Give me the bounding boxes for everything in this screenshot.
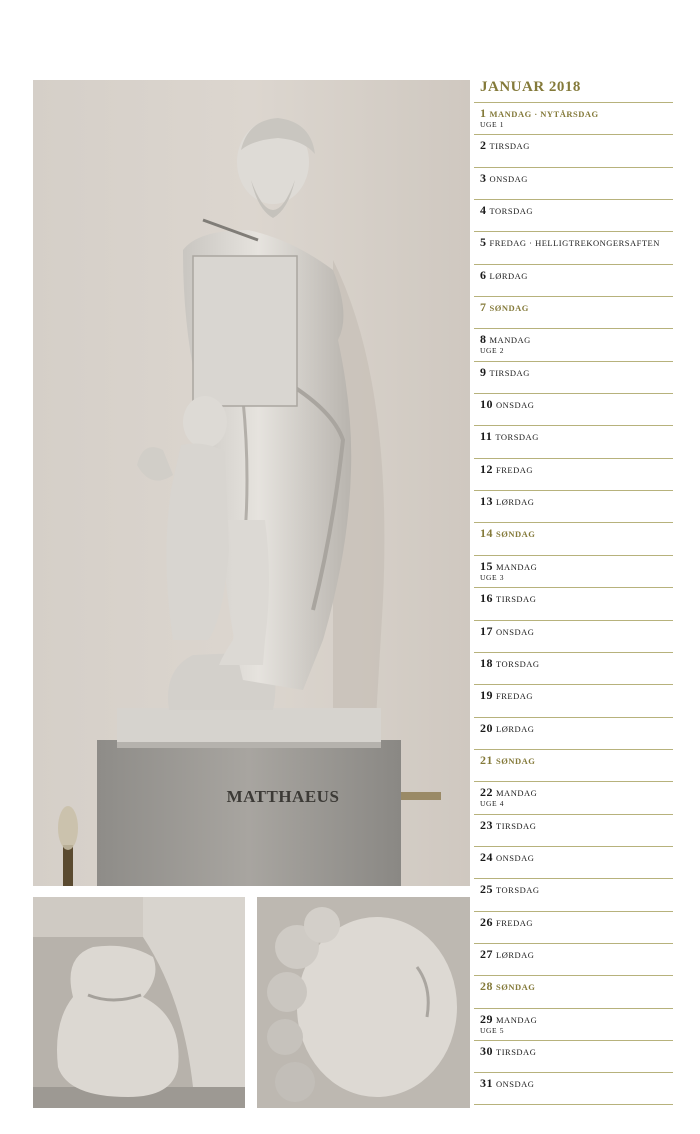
day-row [474,134,673,166]
day-number: 14 [480,526,493,541]
day-name: ONSDAG [496,852,535,863]
day-row [474,1072,673,1104]
day-row [474,555,673,587]
day-row [474,328,673,360]
day-number: 4 [480,203,487,218]
day-line [480,1013,673,1026]
day-line [480,301,673,314]
day-number: 13 [480,494,493,509]
day-line [480,139,673,152]
day-row [474,814,673,846]
day-line [480,657,673,670]
day-name: LØRDAG [489,270,528,281]
day-line [480,689,673,702]
day-name: MANDAG [496,561,538,572]
day-line [480,527,673,540]
calendar-month [474,76,673,1105]
detail-photo-angel-head [257,897,470,1108]
day-line [480,463,673,476]
day-line [480,333,673,346]
day-name: MANDAG [496,1014,538,1025]
main-photo-statue [33,80,470,886]
day-row [474,361,673,393]
angel-figure [166,444,229,640]
day-line [480,916,673,929]
day-number: 21 [480,752,493,767]
day-name: MANDAG [489,335,531,346]
day-row [474,717,673,749]
day-line [480,398,673,411]
day-row [474,587,673,619]
day-row [474,264,673,296]
day-row [474,943,673,975]
day-line [480,366,673,379]
day-line [480,625,673,638]
month-title: JANUAR 2018 [480,79,581,95]
statue-illustration [33,80,470,886]
day-number: 1 [480,106,487,120]
day-number: 3 [480,170,487,185]
day-name: TIRSDAG [496,594,537,605]
day-line [480,819,673,832]
day-number: 16 [480,591,493,606]
day-number: 27 [480,946,493,961]
day-name: SØNDAG [496,982,536,993]
day-name: TORSDAG [489,206,533,217]
day-number: 10 [480,397,493,412]
day-line [480,236,673,249]
day-row [474,522,673,554]
day-name: ONSDAG [496,1079,535,1090]
day-name: FREDAG · HELLIGTREKONGERSAFTEN [489,238,660,249]
day-name: LØRDAG [496,723,535,734]
day-row [474,781,673,813]
day-row [474,652,673,684]
day-line [480,722,673,735]
day-row [474,620,673,652]
week-number: UGE 5 [480,1025,505,1035]
day-row [474,167,673,199]
day-line [480,560,673,573]
day-row [474,102,673,134]
day-number: 8 [480,332,487,347]
day-line [480,948,673,961]
day-name: MANDAG [496,788,538,799]
day-row [474,458,673,490]
day-name: TORSDAG [496,658,540,669]
day-name: TORSDAG [495,432,539,443]
day-name: FREDAG [496,464,534,475]
day-list [474,102,673,1105]
day-number: 30 [480,1043,493,1058]
angel-face [297,917,457,1097]
day-name: MANDAG · NYTÅRSDAG [489,109,599,119]
day-number: 29 [480,1011,493,1026]
day-row [474,1008,673,1040]
day-number: 5 [480,235,487,250]
week-number: UGE 2 [480,346,505,356]
day-row [474,393,673,425]
day-name: LØRDAG [496,949,535,960]
day-row [474,684,673,716]
day-row [474,231,673,263]
day-line [480,495,673,508]
day-name: TIRSDAG [489,367,530,378]
day-number: 25 [480,882,493,897]
day-name: TIRSDAG [496,820,537,831]
day-name: ONSDAG [496,400,535,411]
day-line [480,883,673,896]
day-number: 20 [480,720,493,735]
week-number: UGE 3 [480,572,505,582]
day-number: 18 [480,655,493,670]
day-line [480,786,673,799]
day-row [474,490,673,522]
day-row [474,975,673,1007]
day-name: TIRSDAG [496,1046,537,1057]
day-row [474,425,673,457]
day-row [474,878,673,910]
day-number: 9 [480,364,487,379]
day-name: FREDAG [496,917,534,928]
day-number: 22 [480,785,493,800]
day-row [474,1040,673,1072]
statue-tablet [193,256,297,406]
day-row [474,199,673,231]
money-bag-illustration [33,897,245,1108]
angel-head [183,396,227,448]
day-name: SØNDAG [496,529,536,540]
pedestal-inscription: MATTHAEUS [226,787,340,806]
day-line [480,204,673,217]
day-line [480,430,673,443]
day-number: 15 [480,558,493,573]
day-row [474,911,673,943]
angel-head-illustration [257,897,470,1108]
day-number: 31 [480,1076,493,1091]
day-number: 26 [480,914,493,929]
day-number: 2 [480,138,487,153]
day-number: 24 [480,849,493,864]
day-line [480,1077,673,1090]
day-number: 17 [480,623,493,638]
day-line [480,592,673,605]
day-line [480,980,673,993]
day-row [474,749,673,781]
week-number: UGE 1 [480,120,505,129]
day-number: 23 [480,817,493,832]
day-number: 11 [480,429,493,444]
day-number: 7 [480,300,487,315]
day-line [480,107,673,120]
day-name: SØNDAG [489,303,529,314]
detail-photo-money-bag [33,897,245,1108]
day-row [474,296,673,328]
day-name: ONSDAG [489,173,528,184]
day-line [480,754,673,767]
day-name: SØNDAG [496,755,536,766]
day-name: ONSDAG [496,626,535,637]
day-row [474,846,673,878]
day-line [480,851,673,864]
week-number: UGE 4 [480,799,505,809]
day-number: 12 [480,461,493,476]
day-number: 28 [480,979,493,994]
day-line [480,1045,673,1058]
day-name: TIRSDAG [489,141,530,152]
day-number: 6 [480,267,487,282]
day-line [480,269,673,282]
day-name: TORSDAG [496,885,540,896]
day-name: LØRDAG [496,497,535,508]
pedestal [97,740,401,886]
day-line [480,172,673,185]
day-name: FREDAG [496,691,534,702]
day-number: 19 [480,688,493,703]
